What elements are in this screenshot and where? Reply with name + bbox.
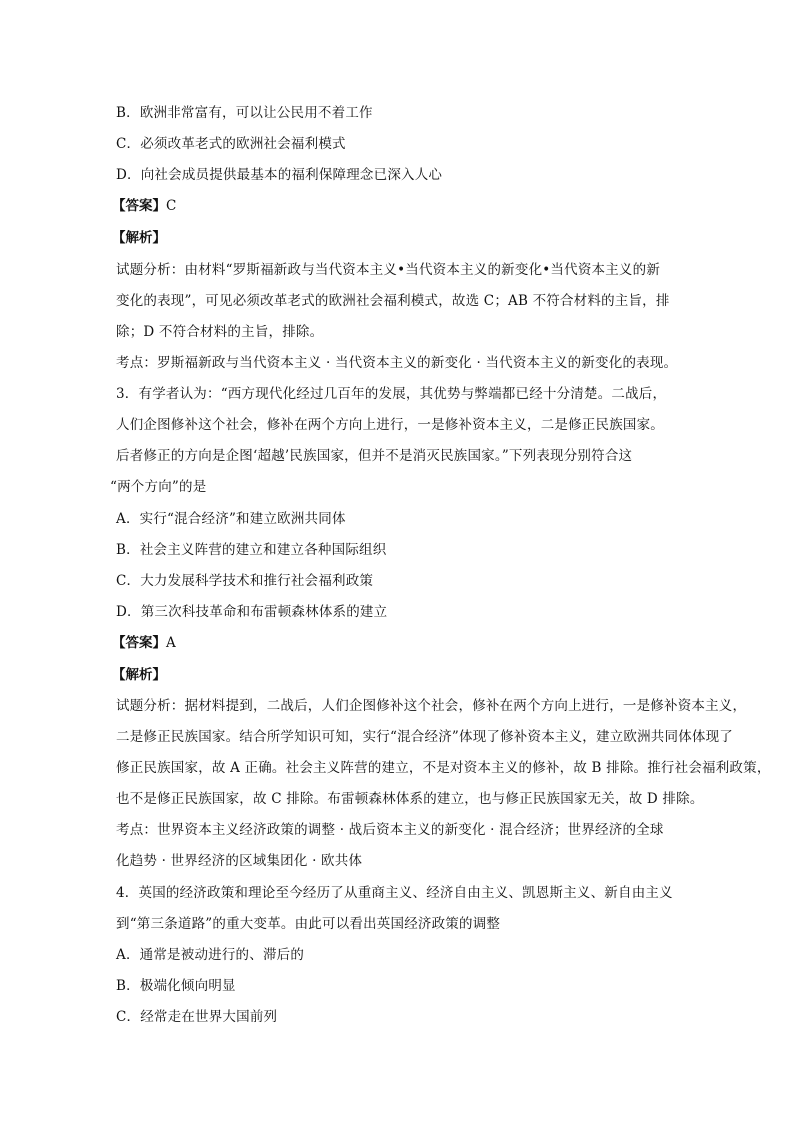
q3-analysis-label-text: 【解析】	[112, 667, 166, 683]
q2-analysis-line-1: 试题分析：由材料“罗斯福新政与当代资本主义•当代资本主义的新变化•当代资本主义的新	[116, 262, 661, 278]
q4-option-a: A．通常是被动进行的、滞后的	[116, 947, 305, 963]
q2-option-b: B．欧洲非常富有，可以让公民用不着工作	[116, 105, 373, 121]
q3-option-b: B．社会主义阵营的建立和建立各种国际组织	[116, 542, 387, 558]
q2-analysis-line-3: 除；D 不符合材料的主旨，排除。	[116, 324, 324, 340]
q3-option-c: C．大力发展科学技术和推行社会福利政策	[116, 573, 374, 589]
q2-option-c: C．必须改革老式的欧洲社会福利模式	[116, 136, 346, 152]
q3-stem-line-3: 后者修正的方向是企图‘超越’民族国家，但并不是消灭民族国家。”下列表现分别符合这	[116, 448, 633, 464]
q4-option-c: C．经常走在世界大国前列	[116, 1009, 278, 1025]
q3-answer-value: A	[166, 635, 176, 651]
q3-answer	[112, 634, 176, 652]
q2-analysis-label-text: 【解析】	[112, 230, 166, 246]
q3-stem-line-2: 人们企图修补这个社会，修补在两个方向上进行，一是修补资本主义，二是修正民族国家。	[116, 417, 664, 433]
q3-kaodian-line-2: 化趋势 · 世界经济的区域集团化 · 欧共体	[116, 853, 363, 869]
q4-stem-line-2: 到“第三条道路”的重大变革。由此可以看出英国经济政策的调整	[116, 916, 501, 932]
q3-option-d: D．第三次科技革命和布雷顿森林体系的建立	[116, 604, 388, 620]
q2-analysis-label	[112, 229, 166, 247]
q2-answer-label: 【答案】	[112, 198, 166, 214]
q3-analysis-line-1: 试题分析：据材料提到，二战后，人们企图修补这个社会，修补在两个方向上进行，一是修补资本主义，	[116, 698, 747, 714]
q2-kaodian: 考点：罗斯福新政与当代资本主义 · 当代资本主义的新变化 · 当代资本主义的新变化的表现。	[116, 355, 678, 371]
q4-option-b: B．极端化倾向明显	[116, 978, 236, 994]
q3-analysis-line-2: 二是修正民族国家。结合所学知识可知，实行“混合经济”体现了修补资本主义，建立欧洲共同体体现了	[116, 729, 734, 745]
q3-stem-line-4: “两个方向”的是	[110, 479, 207, 495]
q2-analysis-line-2: 变化的表现”，可见必须改革老式的欧洲社会福利模式，故选 C；AB 不符合材料的主旨，排	[116, 293, 670, 309]
q3-analysis-line-3: 修正民族国家，故 A 正确。社会主义阵营的建立，不是对资本主义的修补，故 B 排除。推行社会福利政策，	[116, 760, 771, 776]
q3-stem-line-1: 3．有学者认为：“西方现代化经过几百年的发展，其优势与弊端都已经十分清楚。二战后，	[116, 386, 667, 402]
q3-answer-label: 【答案】	[112, 635, 166, 651]
q4-stem-line-1: 4．英国的经济政策和理论至今经历了从重商主义、经济自由主义、凯恩斯主义、新自由主义	[116, 885, 673, 901]
q2-answer	[112, 197, 176, 215]
q3-analysis-line-4: 也不是修正民族国家，故 C 排除。布雷顿森林体系的建立，也与修正民族国家无关，故 D 排除。	[116, 791, 704, 807]
q3-option-a: A．实行“混合经济”和建立欧洲共同体	[116, 511, 346, 527]
q2-option-d: D．向社会成员提供最基本的福利保障理念已深入人心	[116, 167, 443, 183]
q3-analysis-label	[112, 666, 166, 684]
q3-kaodian-line-1: 考点：世界资本主义经济政策的调整 · 战后资本主义的新变化 · 混合经济；世界经济的全球	[116, 822, 664, 838]
q2-answer-value: C	[166, 198, 177, 214]
